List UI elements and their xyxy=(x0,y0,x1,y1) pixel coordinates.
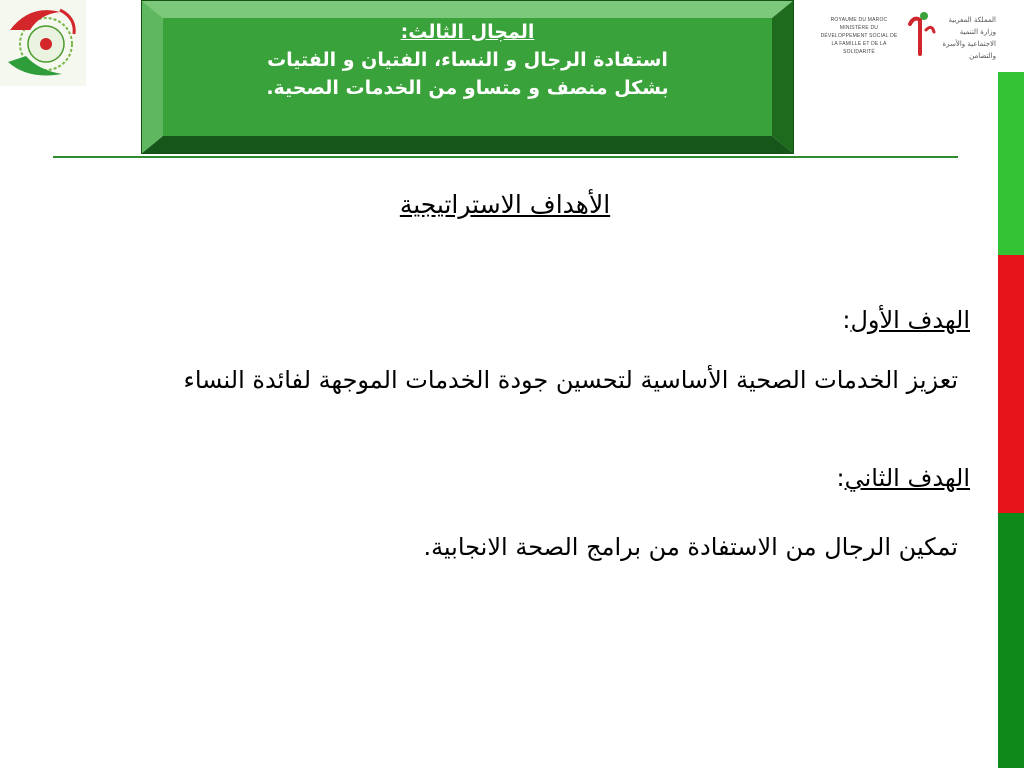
section-header-text xyxy=(163,18,772,136)
ministry-name-fr: ROYAUME DU MAROC MINISTÈRE DU DÉVELOPPEMENT SOCIAL DE LA FAMILLE ET DE LA SOLIDARITÉ xyxy=(820,17,898,55)
header-divider xyxy=(53,156,958,158)
goal2-text: تمكين الرجال من الاستفادة من برامج الصحة الانجابية. xyxy=(423,533,958,561)
side-bar-dark-green xyxy=(998,513,1024,768)
goal2-label xyxy=(837,464,970,492)
section-title: المجال الثالث: xyxy=(400,21,535,43)
ministry-logo xyxy=(818,10,996,68)
event-emblem-icon xyxy=(0,0,86,86)
section-header-box xyxy=(141,0,794,154)
goal1-label xyxy=(842,306,970,334)
goal1-text: تعزيز الخدمات الصحية الأساسية لتحسين جودة الخدمات الموجهة لفائدة النساء xyxy=(183,366,958,394)
section-subtitle-line1: استفادة الرجال و النساء، الفتيان و الفتيات xyxy=(267,49,668,71)
goal2-colon: : xyxy=(836,464,845,492)
ministry-emblem-icon xyxy=(904,10,938,60)
side-bar-red xyxy=(998,255,1024,513)
section-subtitle-line2: بشكل منصف و متساو من الخدمات الصحية. xyxy=(266,77,669,99)
goal1-label-text: الهدف الأول xyxy=(850,306,970,334)
goal1-colon: : xyxy=(842,306,851,334)
page-title xyxy=(40,190,970,219)
goal2-label-text: الهدف الثاني xyxy=(844,464,970,492)
ministry-name-ar: المملكة المغربية وزارة التنمية الاجتماعية والأسرة والتضامن xyxy=(942,16,996,60)
side-bar-green xyxy=(998,72,1024,255)
page-title-text: الأهداف الاستراتيجية xyxy=(399,190,611,219)
